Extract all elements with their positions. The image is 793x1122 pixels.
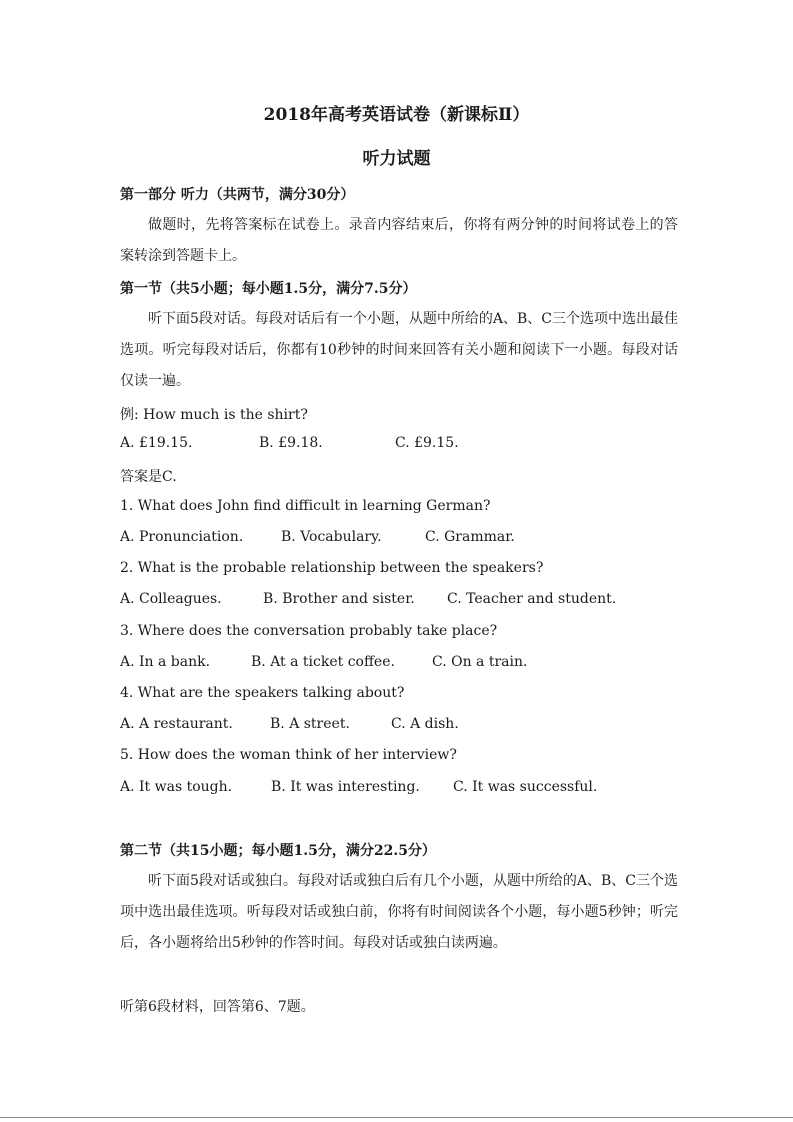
example-option-a: A. £19.15.	[120, 435, 193, 451]
q2-option-b: B. Brother and sister.	[263, 591, 415, 607]
q3-option-a: A. In a bank.	[120, 654, 211, 670]
part1-instructions: 做题时，先将答案标在试卷上。录音内容结束后，你将有两分钟的时间将试卷上的答案转涂到答题卡上。	[120, 217, 678, 264]
q2-option-a: A. Colleagues.	[120, 591, 222, 607]
part1-heading: 第一部分 听力（共两节，满分30分）	[120, 187, 355, 203]
section1-heading: 第一节（共5小题；每小题1.5分，满分7.5分）	[120, 281, 417, 297]
exam-title: 2018年高考英语试卷（新课标Ⅱ）	[263, 105, 530, 125]
q5-option-a: A. It was tough.	[120, 779, 233, 795]
q2-option-c: C. Teacher and student.	[447, 591, 617, 607]
q1-option-b: B. Vocabulary.	[281, 529, 382, 545]
section2-heading: 第二节（共15小题；每小题1.5分，满分22.5分）	[120, 843, 436, 859]
q4-option-b: B. A street.	[270, 716, 350, 732]
question-5: 5. How does the woman think of her interview?	[120, 747, 457, 763]
q3-option-b: B. At a ticket coffee.	[251, 654, 395, 670]
section1-instructions: 听下面5段对话。每段对话后有一个小题，从题中所给的A、B、C三个选项中选出最佳选项。听完每段对话后，你都有10秒钟的时间来回答有关小题和阅读下一小题。每段对话仅读一遍。	[120, 311, 679, 389]
example-answer: 答案是C.	[120, 469, 177, 485]
question-3: 3. Where does the conversation probably take place?	[120, 623, 498, 639]
example-option-b: B. £9.18.	[259, 435, 323, 451]
q1-option-c: C. Grammar.	[425, 529, 515, 545]
page-bottom-rule	[0, 1117, 793, 1118]
q3-option-c: C. On a train.	[432, 654, 528, 670]
q1-option-a: A. Pronunciation.	[120, 529, 244, 545]
question-1: 1. What does John find difficult in learning German?	[120, 498, 491, 514]
section2-next-material: 听第6段材料，回答第6、7题。	[120, 999, 315, 1015]
q4-option-c: C. A dish.	[391, 716, 459, 732]
question-2: 2. What is the probable relationship between the speakers?	[120, 560, 544, 576]
question-4: 4. What are the speakers talking about?	[120, 685, 405, 701]
section2-instructions: 听下面5段对话或独白。每段对话或独白后有几个小题，从题中所给的A、B、C三个选项中选出最佳选项。听每段对话或独白前，你将有时间阅读各个小题，每小题5秒钟；听完后，各小题将给出5秒钟的作答时间。每段对话或独白读两遍。	[120, 873, 679, 951]
example-question: 例: How much is the shirt?	[120, 407, 308, 423]
example-option-c: C. £9.15.	[395, 435, 459, 451]
q5-option-c: C. It was successful.	[453, 779, 598, 795]
q5-option-b: B. It was interesting.	[271, 779, 420, 795]
q4-option-a: A. A restaurant.	[120, 716, 233, 732]
exam-subtitle: 听力试题	[362, 149, 431, 169]
